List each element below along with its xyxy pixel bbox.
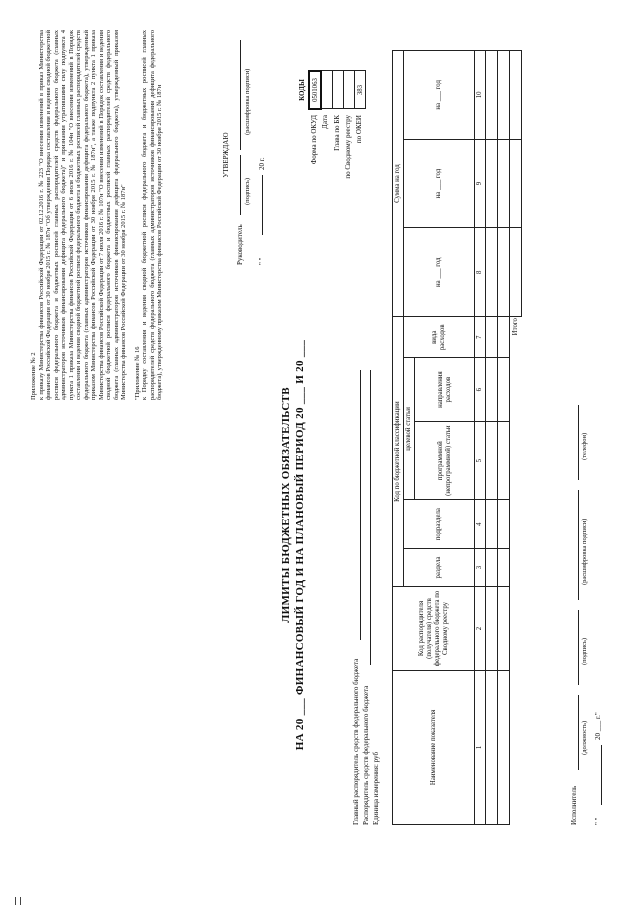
appendix-number: Приложение № 2 — [30, 352, 37, 400]
code-date-label: Дата — [321, 115, 329, 129]
approve-signature-caption: (подпись) — [244, 178, 251, 205]
executor-position-caption: (должность) — [581, 720, 588, 755]
th-name: Наименование показателя — [393, 670, 475, 824]
code-date — [321, 71, 333, 109]
executor-signature-caption: (подпись) — [581, 638, 588, 665]
approve-date-quote: " " — [258, 257, 266, 265]
approve-date-year: 20 г. — [258, 157, 266, 170]
code-glava — [333, 71, 344, 109]
executor-phone-line — [578, 405, 579, 480]
th-year1: на ___ год — [404, 228, 475, 317]
appendix-order-text: к приказу Министерства финансов Российской Федерации от 02.12.2016 г. № 223 "О внесении изменений в приказ Министерства финансов Российской Федерации от 30 ноября 2015 г. № 187н "Об утверждении Порядка составления и ведения сводной бюджетной росписи федерального бюджета и бюджетных росписей главных распорядителей средств федерального бюджета (главных администраторов источников финансирования дефицита федерального бюджета)" и признании утратившими силу подпункта 4 пункта 1 приказа Министерства финансов Российской Федерации от 6 июля 2016 г. № 104н "О внесении изменений в Порядок составления и ведения сводной бюджетной росписи федерального бюджета и бюджетных росписей главных распорядителей средств федерального бюджета (главных администраторов источников финансирования дефицита федерального бюджета), утвержденный приказом Министерства финансов Российской Федерации от 30 ноября 2015 г. № 187н", а также подпункта 2 пункта 1 приказа Министерства финансов Российской Федерации от 7 июля 2016 г. № 107н "О внесении изменений в Порядок составления и ведения сводной бюджетной росписи федерального бюджета и бюджетных росписей главных распорядителей средств федерального бюджета (главных администраторов источников финансирования дефицита федерального бюджета), утвержденный приказом Министерства финансов Российской Федерации от 30 ноября 2015 г. № 187н" — [37, 30, 127, 400]
th-direction: направления расходов — [415, 358, 475, 421]
limits-table — [392, 50, 522, 825]
th-program: программной (непрограммной) статьи — [415, 421, 475, 500]
codes-header: КОДЫ — [298, 79, 306, 101]
doc-title-line1: ЛИМИТЫ БЮДЖЕТНЫХ ОБЯЗАТЕЛЬСТВ — [280, 387, 292, 623]
approve-decoding-caption: (расшифровка подписи) — [244, 68, 251, 135]
executor-decoding-line — [578, 490, 579, 600]
field-gr-line — [360, 370, 361, 640]
field-unit-label: Единица измерения: руб — [372, 751, 380, 825]
num-10: 10 — [475, 51, 486, 140]
executor-date-line — [601, 745, 602, 805]
executor-phone-caption: (телефон) — [581, 432, 588, 460]
approve-decoding-line — [240, 40, 241, 150]
num-9: 9 — [475, 139, 486, 228]
field-recipient-line — [370, 370, 371, 665]
code-registry — [344, 71, 355, 109]
table-row — [486, 51, 498, 825]
th-sum: Сумма на год — [393, 51, 404, 317]
num-3: 3 — [475, 548, 486, 586]
num-8: 8 — [475, 228, 486, 317]
field-gr-label: Главный распорядитель средств федерального бюджета — [352, 658, 360, 825]
approve-date-line — [262, 175, 263, 235]
approve-signature-line — [240, 155, 241, 215]
annex-text: к Порядку составления и ведения сводной бюджетной росписи федерального бюджета и бюджетных росписей главных распорядителей средств федерального бюджета (главных администраторов источников финансирования дефицита федерального бюджета), утвержденному приказом Министерства финансов Российской Федерации от 30 ноября 2015 г. № 187н — [141, 30, 163, 400]
doc-title-line2: НА 20 ___ ФИНАНСОВЫЙ ГОД И НА ПЛАНОВЫЙ ПЕРИОД 20 ___ И 20 ___ — [294, 339, 306, 751]
appendix-block — [30, 30, 164, 400]
codes-table — [308, 70, 366, 110]
executor-position-line — [578, 695, 579, 770]
annex-number: "Приложение № 16 — [133, 346, 141, 400]
scan-mark — [20, 897, 21, 905]
executor-date-year: 20 ___ г." — [594, 712, 602, 740]
total-label: Итого — [510, 317, 522, 825]
approve-label: УТВЕРЖДАЮ — [222, 132, 230, 178]
th-type: вида расходов — [404, 317, 475, 358]
code-okei: 383 — [355, 71, 366, 109]
scan-mark — [15, 897, 16, 905]
th-year3: на ___ год — [404, 51, 475, 140]
table-row — [498, 51, 510, 825]
th-subsection: подраздела — [404, 500, 475, 548]
approve-head: Руководитель — [236, 224, 244, 265]
field-recipient-label: Распорядитель средств федерального бюджета — [362, 685, 370, 825]
th-code: Код распорядителя (получателя) средств федерального бюджета по Сводному реестру — [393, 587, 475, 671]
code-okei-label: по ОКЕИ — [355, 115, 363, 144]
executor-decoding-caption: (расшифровка подписи) — [581, 518, 588, 585]
code-okud: 0501063 — [309, 71, 321, 109]
num-7: 7 — [475, 317, 486, 358]
th-section: раздела — [404, 548, 475, 586]
th-kbk: Код по бюджетной классификации — [393, 317, 404, 587]
executor-signature-line — [578, 610, 579, 685]
th-year2: на ___ год — [404, 139, 475, 228]
num-5: 5 — [475, 421, 486, 500]
code-okud-label: Форма по ОКУД — [310, 115, 318, 165]
num-1: 1 — [475, 670, 486, 824]
executor-date-quote: " " — [594, 817, 602, 825]
code-registry-label: по Сводному реестру — [344, 115, 352, 179]
num-4: 4 — [475, 500, 486, 548]
code-glava-label: Глава по БК — [333, 115, 341, 151]
num-6: 6 — [475, 358, 486, 421]
th-target: целевой статьи — [404, 358, 415, 500]
total-row — [510, 51, 522, 825]
num-2: 2 — [475, 587, 486, 671]
executor-label: Исполнитель — [570, 785, 578, 825]
